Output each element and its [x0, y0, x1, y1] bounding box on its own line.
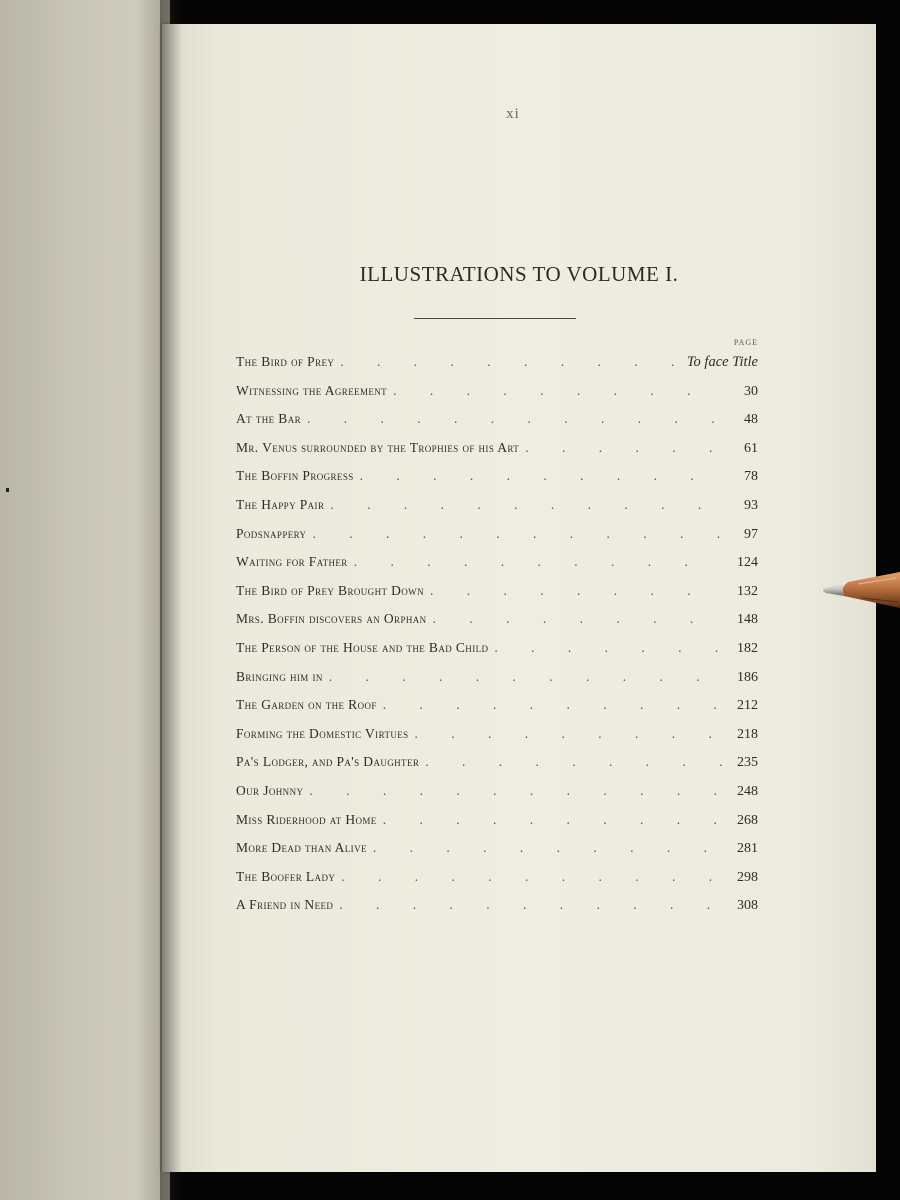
right-page — [162, 24, 876, 1172]
list-item — [236, 434, 758, 463]
illustration-page: 268 — [737, 812, 758, 828]
illustration-page: 132 — [737, 583, 758, 599]
illustration-page: 186 — [737, 669, 758, 685]
heading-rule — [414, 318, 576, 319]
illustration-title: Forming the Domestic Virtues — [236, 725, 409, 741]
dot-leader — [340, 348, 681, 377]
illustration-title: The Garden on the Roof — [236, 697, 377, 713]
illustration-page: 235 — [737, 755, 758, 771]
dot-leader — [383, 691, 722, 720]
illustration-page: 30 — [744, 383, 758, 399]
list-item — [236, 405, 758, 434]
list-item — [236, 834, 758, 863]
illustration-title: The Happy Pair — [236, 496, 325, 512]
illustration-title: More Dead than Alive — [236, 840, 367, 856]
list-item — [236, 720, 758, 749]
illustration-page: To face Title — [686, 354, 758, 370]
illustration-title: Our Johnny — [236, 782, 304, 798]
illustration-title: Bringing him in — [236, 668, 323, 684]
illustration-page: 298 — [737, 869, 758, 885]
dot-leader — [393, 377, 722, 406]
illustration-page: 61 — [744, 440, 758, 456]
list-item — [236, 806, 758, 835]
dot-leader — [341, 863, 722, 892]
illustration-page: 78 — [744, 469, 758, 485]
illustration-title: Witnessing the Agreement — [236, 382, 388, 398]
list-item — [236, 377, 758, 406]
illustration-page: 248 — [737, 783, 758, 799]
illustration-page: 97 — [744, 526, 758, 542]
dot-leader — [354, 548, 722, 577]
list-item — [236, 520, 758, 549]
list-item — [236, 691, 758, 720]
illustration-title: The Boofer Lady — [236, 868, 336, 884]
list-item — [236, 548, 758, 577]
illustration-title: Pa's Lodger, and Pa's Daughter — [236, 754, 420, 770]
pen-icon — [818, 568, 900, 612]
list-item — [236, 491, 758, 520]
illustration-page: 124 — [737, 555, 758, 571]
left-page-mark — [6, 488, 9, 492]
list-item — [236, 577, 758, 606]
gutter-shadow — [160, 0, 182, 1200]
illustration-page: 93 — [744, 497, 758, 513]
illustration-title: The Boffin Progress — [236, 468, 354, 484]
illustration-title: Mrs. Boffin discovers an Orphan — [236, 611, 427, 627]
column-label-page: PAGE — [733, 338, 758, 347]
dot-leader — [307, 405, 722, 434]
illustration-title: Waiting for Father — [236, 554, 348, 570]
list-item — [236, 663, 758, 692]
illustration-page: 48 — [744, 412, 758, 428]
illustration-page: 218 — [737, 726, 758, 742]
list-item — [236, 605, 758, 634]
illustration-title: The Bird of Prey Brought Down — [236, 582, 424, 598]
list-item — [236, 891, 758, 920]
illustration-page: 308 — [737, 898, 758, 914]
illustration-page: 148 — [737, 612, 758, 628]
dot-leader — [383, 806, 722, 835]
dot-leader — [425, 748, 722, 777]
illustration-title: Miss Riderhood at Home — [236, 811, 377, 827]
list-item — [236, 634, 758, 663]
left-page — [0, 0, 170, 1200]
dot-leader — [330, 491, 722, 520]
dot-leader — [525, 434, 722, 463]
list-item — [236, 777, 758, 806]
dot-leader — [339, 891, 722, 920]
illustration-title: The Bird of Prey — [236, 354, 335, 369]
list-item — [236, 748, 758, 777]
illustration-title: At the Bar — [236, 411, 301, 427]
dot-leader — [494, 634, 722, 663]
dot-leader — [329, 663, 722, 692]
illustration-title: Podsnappery — [236, 525, 307, 541]
dot-leader — [430, 577, 722, 606]
list-item — [236, 348, 758, 377]
illustration-page: 212 — [737, 698, 758, 714]
dot-leader — [309, 777, 722, 806]
illustration-title: A Friend in Need — [236, 897, 334, 913]
dot-leader — [312, 520, 722, 549]
dot-leader — [360, 462, 722, 491]
illustration-list — [236, 348, 758, 920]
list-item — [236, 462, 758, 491]
dot-leader — [373, 834, 722, 863]
illustration-page: 182 — [737, 640, 758, 656]
page-heading: ILLUSTRATIONS TO VOLUME I. — [359, 262, 679, 286]
illustration-title: Mr. Venus surrounded by the Trophies of his Art — [236, 439, 520, 455]
list-item — [236, 863, 758, 892]
dot-leader — [415, 720, 722, 749]
illustration-page: 281 — [737, 841, 758, 857]
dot-leader — [433, 605, 722, 634]
page-folio: xi — [506, 106, 520, 122]
illustration-title: The Person of the House and the Bad Child — [236, 639, 489, 655]
